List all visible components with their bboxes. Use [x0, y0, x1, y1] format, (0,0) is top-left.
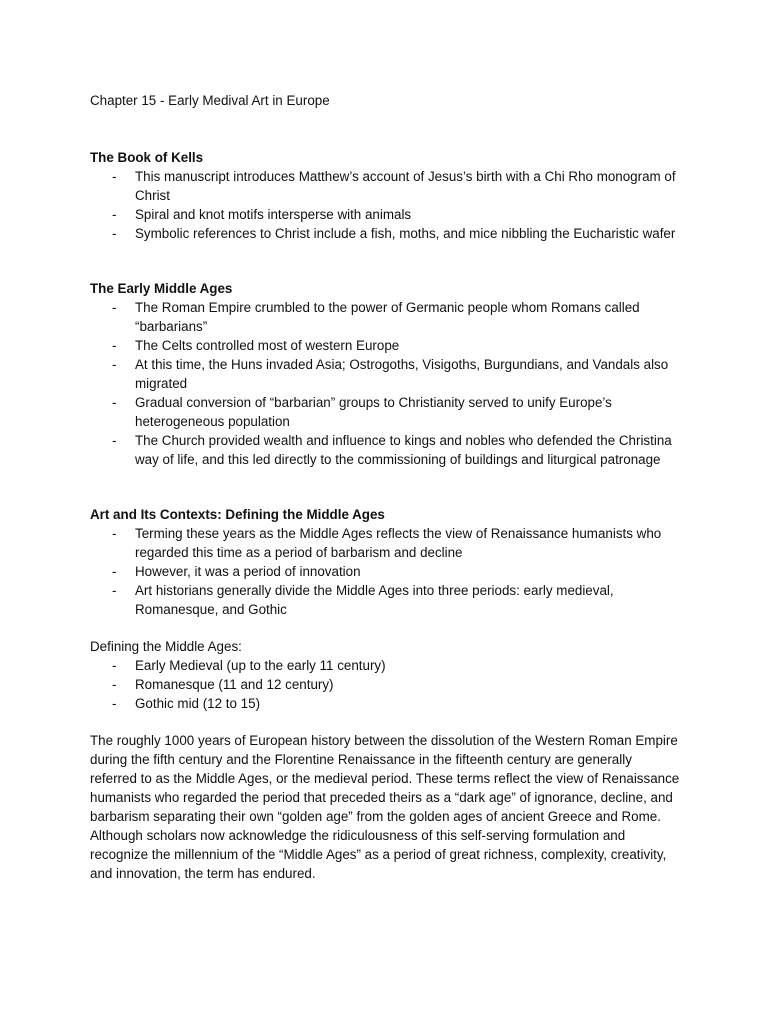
bullet-list: [90, 524, 690, 619]
dash-bullet: -: [112, 226, 117, 241]
list-item-text: Terming these years as the Middle Ages reflects the view of Renaissance humanists who regarded this time as a period of barbarism and decline: [135, 526, 662, 560]
list-item: [90, 524, 687, 562]
dash-bullet: -: [112, 583, 117, 598]
body-paragraph: The roughly 1000 years of European history between the dissolution of the Western Roman Empire during the fifth century and the Florentine Renaissance in the fifteenth century are generally referred to as the Middle Ages, or the medieval period. These terms reflect the view of Renaissance humanists who regarded the period that preceded theirs as a “dark age” of ignorance, decline, and barbarism separating their own “golden age” from the golden ages of ancient Greece and Rome. Although scholars now acknowledge the ridiculousness of this self-serving formulation and recognize the millennium of the “Middle Ages” as a period of great richness, complexity, creativity, and innovation, the term has endured.: [90, 733, 680, 881]
section-heading: The Book of Kells: [90, 150, 204, 165]
list-item: [90, 355, 687, 393]
dash-bullet: -: [112, 338, 117, 353]
list-item: [90, 167, 687, 205]
list-item-text: Gradual conversion of “barbarian” groups to Christianity served to unify Europe’s heterogeneous population: [135, 395, 612, 429]
section-art-and-its-contexts: [90, 505, 690, 619]
list-item-text: Art historians generally divide the Middle Ages into three periods: early medieval, Romanesque, and Gothic: [135, 583, 614, 617]
section-book-of-kells: [90, 148, 690, 243]
dash-bullet: -: [112, 677, 117, 692]
list-item-text: The Celts controlled most of western Europe: [135, 338, 400, 353]
list-item: [90, 336, 687, 355]
list-item: [90, 393, 687, 431]
section-heading: Defining the Middle Ages:: [90, 639, 242, 654]
list-item-text: However, it was a period of innovation: [135, 564, 361, 579]
dash-bullet: -: [112, 207, 117, 222]
list-item: [90, 431, 687, 469]
bullet-list: [90, 656, 690, 713]
dash-bullet: -: [112, 169, 117, 184]
list-item-text: Early Medieval (up to the early 11 century): [135, 658, 386, 673]
dash-bullet: -: [112, 526, 117, 541]
dash-bullet: -: [112, 433, 117, 448]
list-item: [90, 224, 687, 243]
list-item-text: Symbolic references to Christ include a fish, moths, and mice nibbling the Eucharistic wafer: [135, 226, 676, 241]
dash-bullet: -: [112, 696, 117, 711]
list-item: [90, 298, 687, 336]
document-title: Chapter 15 - Early Medival Art in Europe: [90, 93, 330, 108]
section-heading: The Early Middle Ages: [90, 281, 233, 296]
section-heading: Art and Its Contexts: Defining the Middle Ages: [90, 507, 385, 522]
list-item-text: Spiral and knot motifs intersperse with animals: [135, 207, 412, 222]
bullet-list: [90, 298, 690, 469]
dash-bullet: -: [112, 564, 117, 579]
bullet-list: [90, 167, 690, 243]
list-item: [90, 694, 687, 713]
list-item: [90, 205, 687, 224]
list-item-text: The Roman Empire crumbled to the power of Germanic people whom Romans called “barbarians”: [135, 300, 640, 334]
list-item-text: Gothic mid (12 to 15): [135, 696, 261, 711]
section-defining-middle-ages: [90, 637, 690, 713]
dash-bullet: -: [112, 300, 117, 315]
list-item-text: This manuscript introduces Matthew’s account of Jesus’s birth with a Chi Rho monogram of Christ: [135, 169, 676, 203]
list-item: [90, 581, 687, 619]
list-item-text: At this time, the Huns invaded Asia; Ostrogoths, Visigoths, Burgundians, and Vandals also migrated: [135, 357, 669, 391]
list-item-text: The Church provided wealth and influence to kings and nobles who defended the Christina way of life, and this led directly to the commissioning of buildings and liturgical patronage: [135, 433, 672, 467]
dash-bullet: -: [112, 395, 117, 410]
list-item-text: Romanesque (11 and 12 century): [135, 677, 334, 692]
dash-bullet: -: [112, 658, 117, 673]
list-item: [90, 656, 687, 675]
section-early-middle-ages: [90, 279, 690, 469]
dash-bullet: -: [112, 357, 117, 372]
list-item: [90, 562, 687, 581]
list-item: [90, 675, 687, 694]
